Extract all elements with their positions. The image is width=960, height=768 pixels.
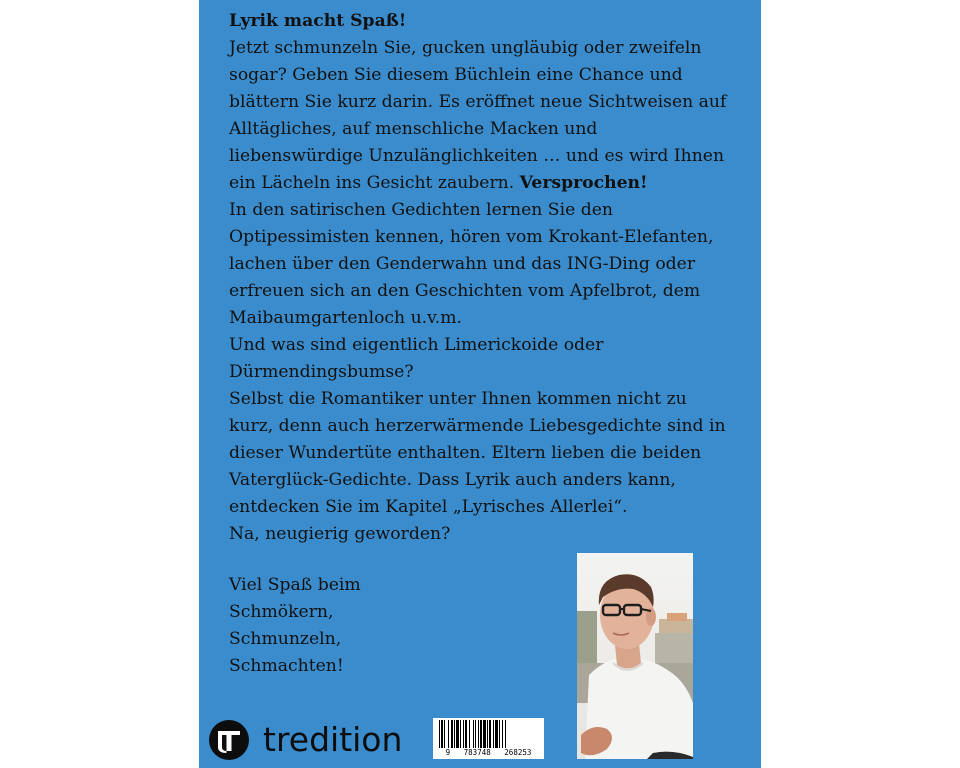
author-photo-image xyxy=(577,553,693,759)
blurb-paragraph-2: In den satirischen Gedichten lernen Sie den Optipessimisten kennen, hören vom Krokant-Elefanten, lachen über den Genderwahn und das ING-Ding oder erfreuen sich an den Geschichten vom Apfelbrot, dem Maibaumgartenloch u.v.m. xyxy=(229,200,714,328)
isbn-barcode xyxy=(433,718,544,759)
blurb-paragraph-1: Jetzt schmunzeln Sie, gucken ungläubig oder zweifeln sogar? Geben Sie diesem Büchlein eine Chance und blättern Sie kurz darin. Es eröffnet neue Sichtweisen auf Alltägliches, auf menschliche Macken und liebenswürdige Unzulänglichkeiten … und es wird Ihnen ein Lächeln ins Gesicht zaubern. Versprochen! xyxy=(229,38,727,193)
blurb-paragraph-3: Und was sind eigentlich Limerickoide oder Dürmendingsbumse? xyxy=(229,335,604,382)
closing-line-1: Viel Spaß beim xyxy=(229,575,361,595)
blurb-paragraph-5: Na, neugierig geworden? xyxy=(229,524,451,544)
blurb-paragraph-4: Selbst die Romantiker unter Ihnen kommen nicht zu kurz, denn auch herzerwärmende Liebesgedichte sind in dieser Wundertüte enthalten. Eltern lieben die beiden Vaterglück-Gedichte. Dass Lyrik auch anders kann, entdecken Sie im Kapitel „Lyrisches Allerlei“. xyxy=(229,389,726,517)
publisher-brand xyxy=(209,718,402,762)
barcode-digits-left: 783748 xyxy=(463,748,491,757)
barcode-digit-first: 9 xyxy=(445,748,451,757)
tredition-logo-icon xyxy=(209,720,249,760)
closing-lines xyxy=(229,572,529,680)
blurb-text xyxy=(229,8,729,548)
blurb-emphasis: Versprochen! xyxy=(519,173,648,193)
closing-line-4: Schmachten! xyxy=(229,656,344,676)
barcode-digits xyxy=(433,748,544,757)
blurb-heading: Lyrik macht Spaß! xyxy=(229,11,407,31)
closing-line-3: Schmunzeln, xyxy=(229,629,342,649)
back-cover xyxy=(199,0,761,768)
closing-line-2: Schmökern, xyxy=(229,602,334,622)
publisher-name: tredition xyxy=(263,720,403,759)
barcode-digits-right: 268253 xyxy=(504,748,532,757)
author-photo xyxy=(577,553,693,759)
